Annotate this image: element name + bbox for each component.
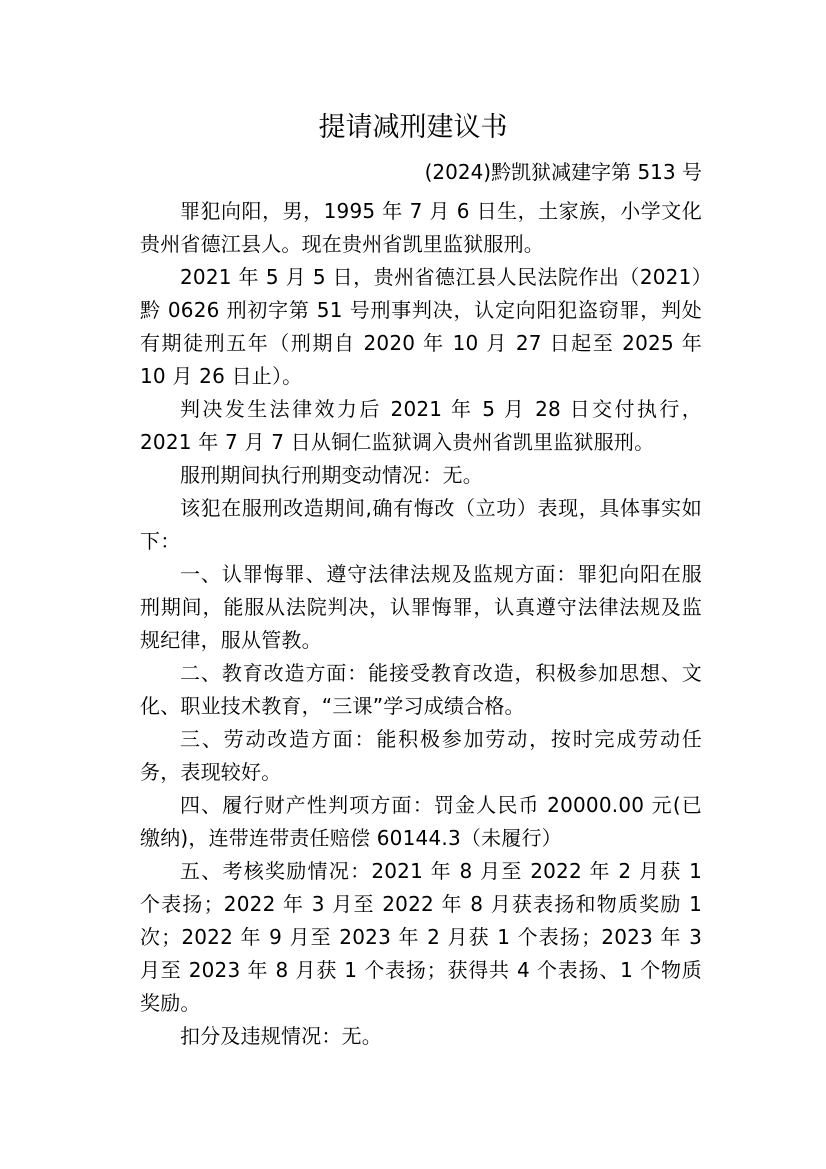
paragraph-judgment: 2021 年 5 月 5 日，贵州省德江县人民法院作出（2021）黔 0626 刑初字第 51 号刑事判决，认定向阳犯盗窃罪，判处有期徒刑五年（刑期自 2020 年 10 月 27 日起至 2025 年 10 月 26 日止）。 — [140, 265, 702, 388]
document-body — [140, 195, 702, 1053]
paragraph-education: 二、教育改造方面：能接受教育改造，积极参加思想、文化、职业技术教育，“三课”学习成绩合格。 — [140, 661, 702, 718]
paragraph-property-judgment: 四、履行财产性判项方面：罚金人民币 20000.00 元(已缴纳)，连带连带责任赔偿 60144.3（未履行） — [140, 793, 702, 850]
paragraph-rewards: 五、考核奖励情况：2021 年 8 月至 2022 年 2 月获 1 个表扬；2022 年 3 月至 2022 年 8 月获表扬和物质奖励 1 次；2022 年 9 月至 2023 年 2 月获 1 个表扬；2023 年 3 月至 2023 年 8 月获 1 个表扬；获得共 4 个表扬、1 个物质奖励。 — [140, 859, 702, 1015]
paragraph-sentence-changes: 服刑期间执行刑期变动情况：无。 — [180, 463, 483, 487]
paragraph-labor: 三、劳动改造方面：能积极参加劳动，按时完成劳动任务，表现较好。 — [140, 727, 702, 784]
paragraph-repentance-intro: 该犯在服刑改造期间,确有悔改（立功）表现，具体事实如下： — [140, 496, 702, 553]
paragraph-law-compliance: 一、认罪悔罪、遵守法律法规及监规方面：罪犯向阳在服刑期间，能服从法院判决，认罪悔罪，认真遵守法律法规及监规纪律，服从管教。 — [140, 562, 702, 652]
document-title: 提请减刑建议书 — [318, 112, 508, 143]
document-number: (2024)黔凯狱减建字第 513 号 — [424, 160, 702, 184]
paragraph-execution: 判决发生法律效力后 2021 年 5 月 28 日交付执行，2021 年 7 月 7 日从铜仁监狱调入贵州省凯里监狱服刑。 — [140, 397, 702, 454]
paragraph-criminal-info: 罪犯向阳，男，1995 年 7 月 6 日生，土家族，小学文化贵州省德江县人。现在贵州省凯里监狱服刑。 — [140, 199, 702, 256]
paragraph-violations: 扣分及违规情况：无。 — [180, 1024, 382, 1048]
